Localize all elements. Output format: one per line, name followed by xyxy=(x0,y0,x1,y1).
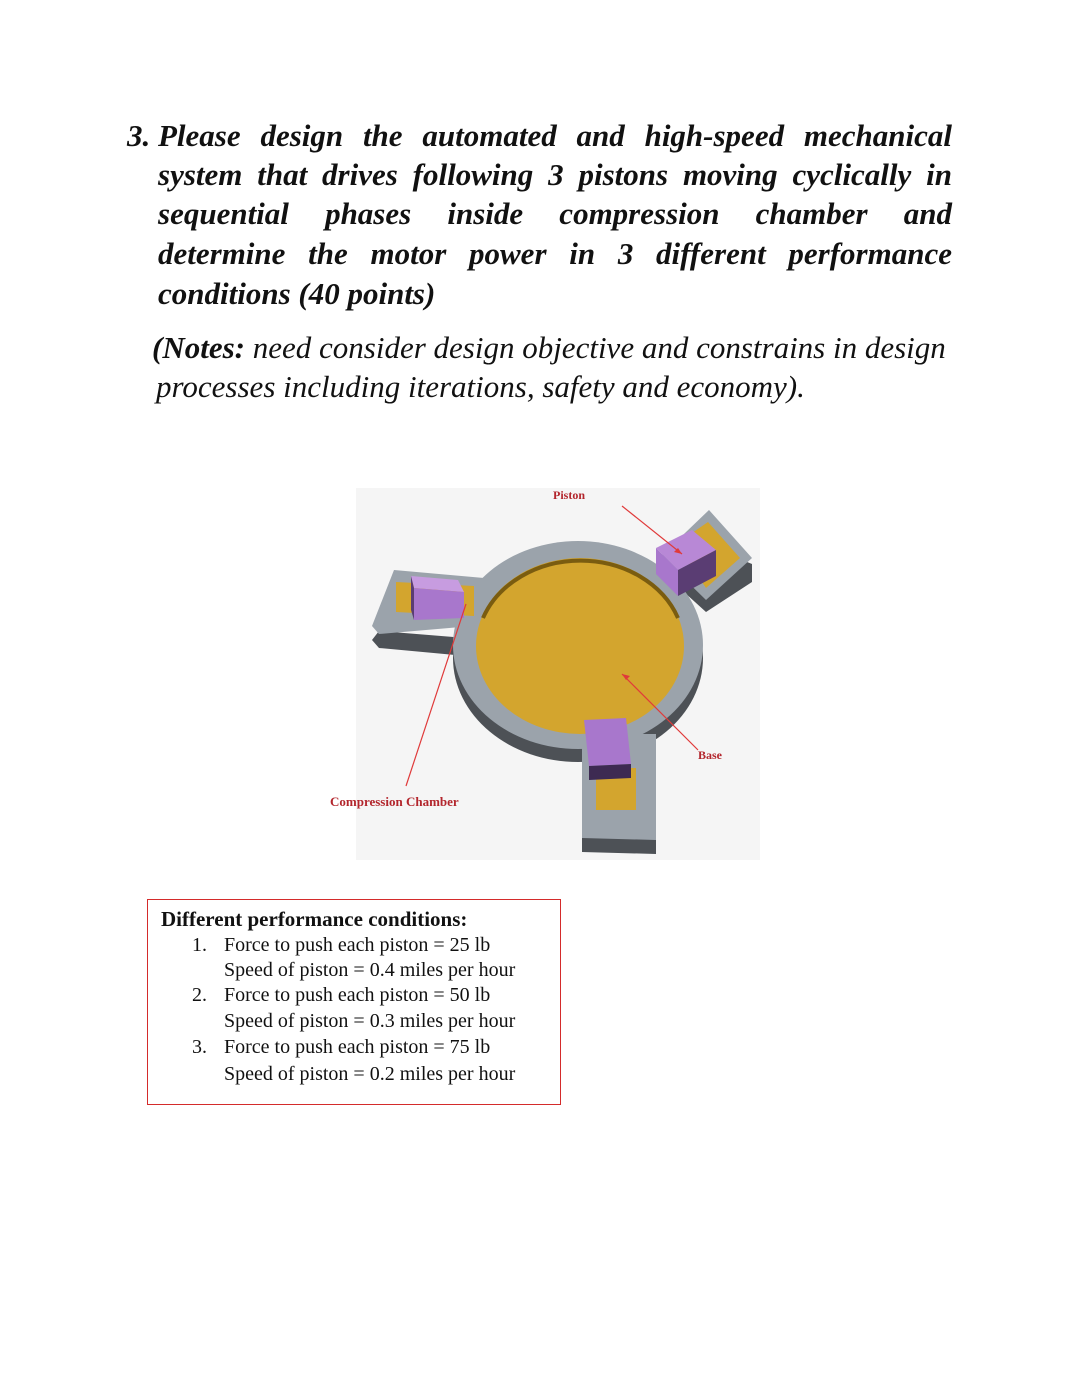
question-line-4: determine the motor power in 3 different performance xyxy=(158,236,952,271)
figure-canvas xyxy=(330,488,760,860)
performance-conditions-box xyxy=(147,899,561,1105)
condition-3-speed: Speed of piston = 0.2 miles per hour xyxy=(224,1063,516,1085)
notes-text-1: need consider design objective and constrains in design xyxy=(252,330,946,365)
condition-3-number: 3. xyxy=(192,1036,207,1058)
bottom-piston xyxy=(584,718,631,780)
base-label: Base xyxy=(698,748,722,762)
condition-2-number: 2. xyxy=(192,984,207,1006)
condition-1-speed: Speed of piston = 0.4 miles per hour xyxy=(224,959,516,981)
condition-2-speed: Speed of piston = 0.3 miles per hour xyxy=(224,1010,516,1032)
conditions-title: Different performance conditions: xyxy=(161,907,468,931)
condition-1-number: 1. xyxy=(192,934,207,956)
question-line-5: conditions (40 points) xyxy=(158,276,436,311)
condition-2-force: Force to push each piston = 50 lb xyxy=(224,984,491,1006)
piston-label: Piston xyxy=(553,488,586,502)
compression-chamber-label: Compression Chamber xyxy=(330,794,459,809)
question-line-1: Please design the automated and high-speed mechanical xyxy=(158,118,952,153)
notes-label: (Notes: xyxy=(152,330,245,365)
question-number: 3. xyxy=(127,118,151,153)
condition-1-force: Force to push each piston = 25 lb xyxy=(224,934,491,956)
condition-3-force: Force to push each piston = 75 lb xyxy=(224,1036,491,1058)
left-piston xyxy=(411,576,464,620)
piston-chamber-figure xyxy=(330,488,760,860)
question-line-2: system that drives following 3 pistons moving cyclically in xyxy=(158,157,952,192)
question-line-3: sequential phases inside compression chamber and xyxy=(158,196,952,231)
notes-line-1 xyxy=(152,329,952,367)
notes-line-2: processes including iterations, safety and economy). xyxy=(156,369,805,404)
